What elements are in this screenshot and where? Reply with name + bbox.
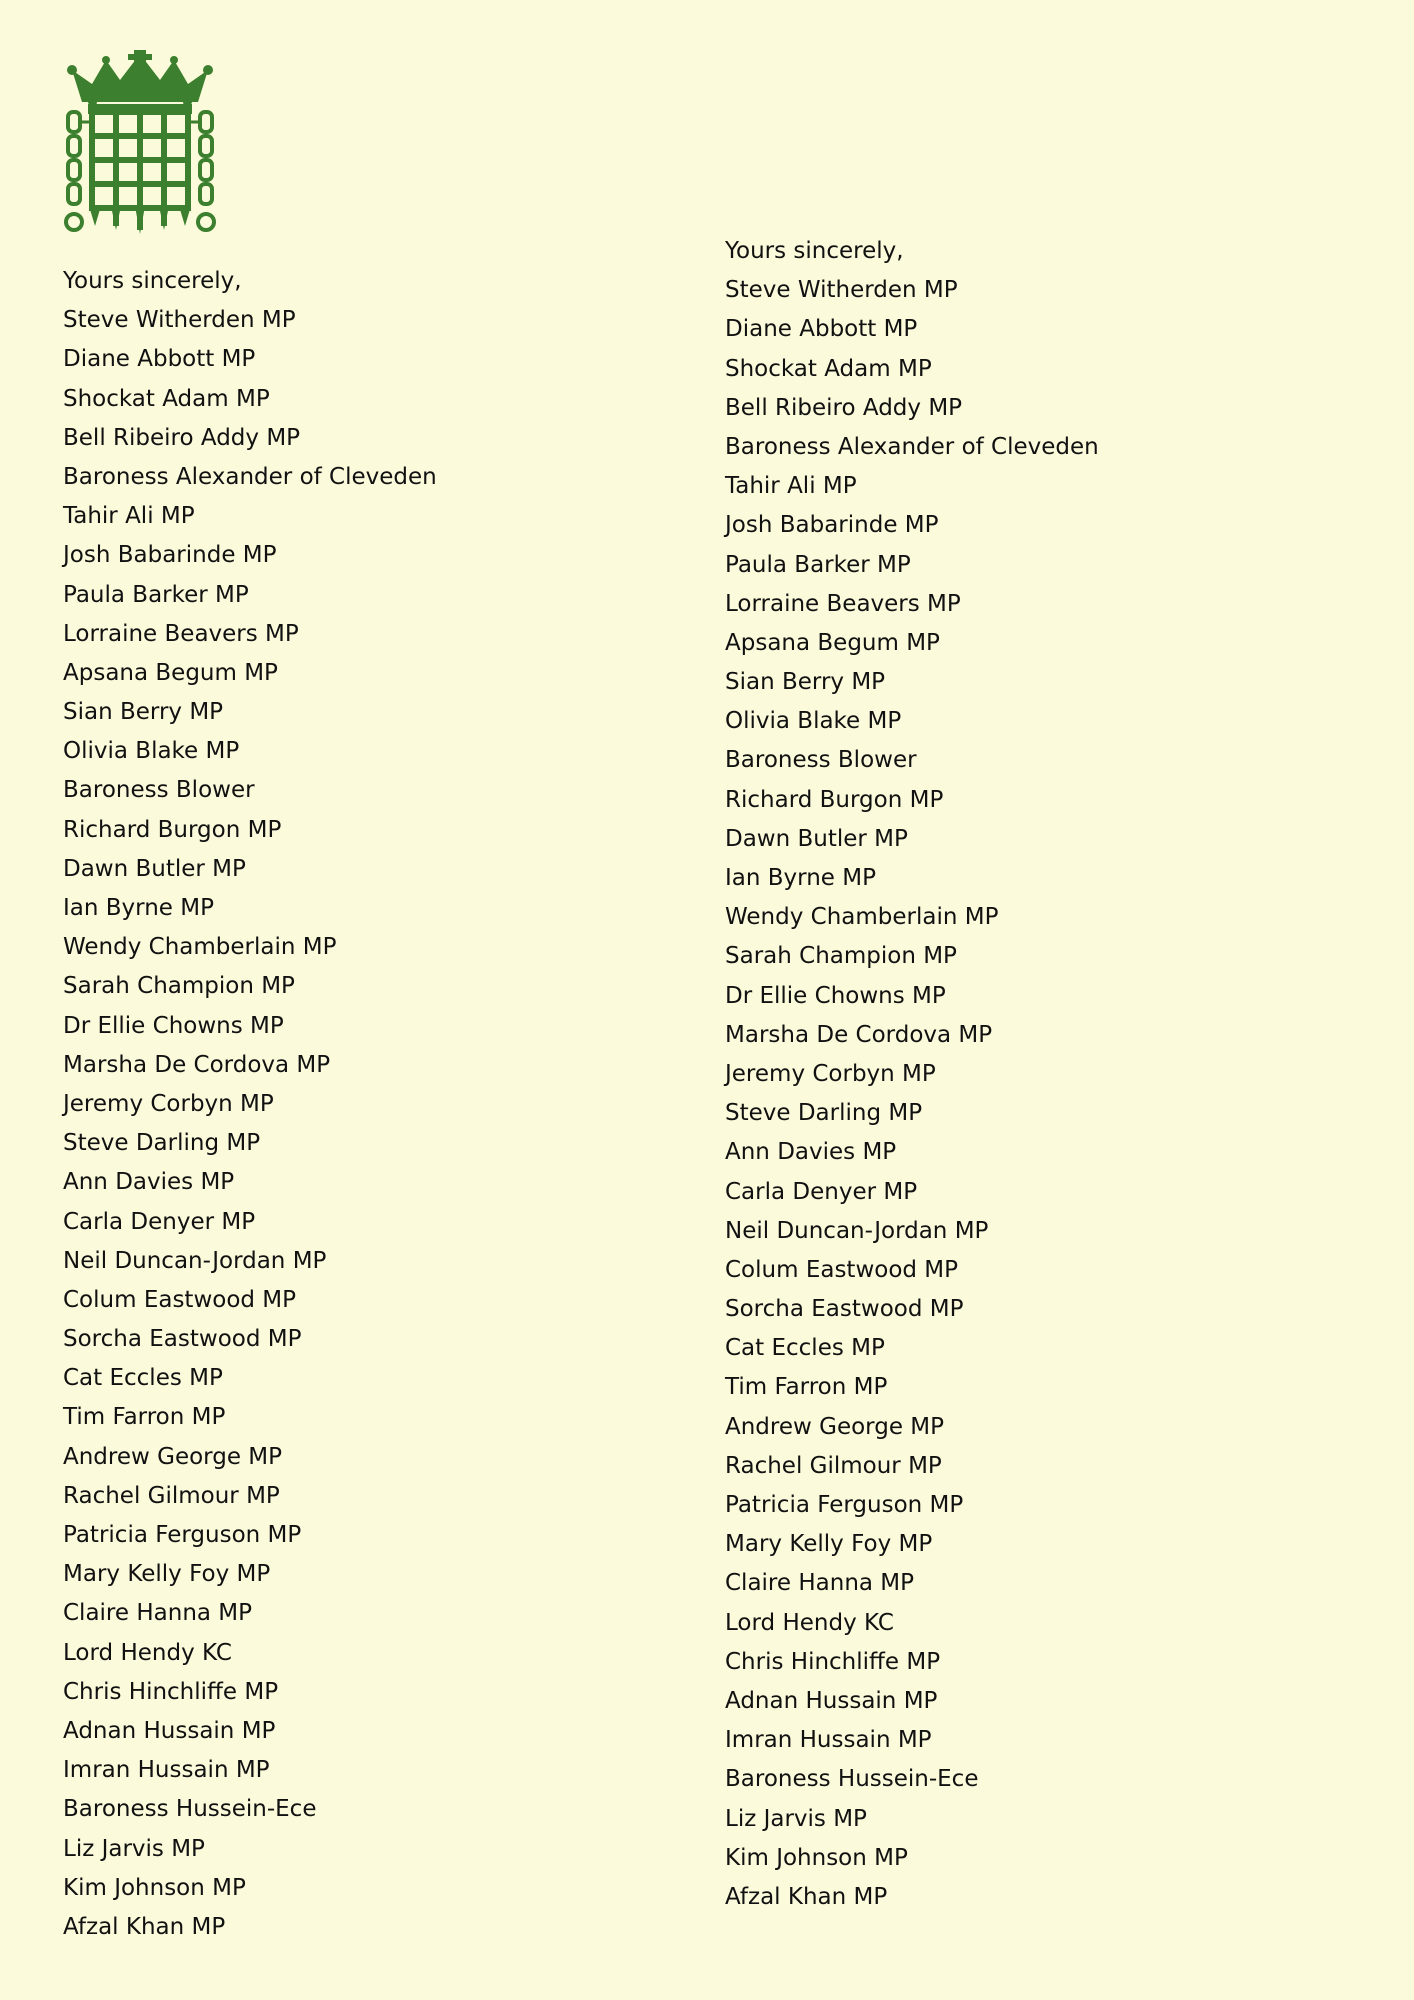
signatory-name: Lorraine Beavers MP [725, 590, 961, 617]
signatory-name: Liz Jarvis MP [725, 1805, 867, 1832]
signatory-name: Richard Burgon MP [725, 786, 944, 813]
sign-off: Yours sincerely, [63, 268, 242, 294]
signatory-name: Cat Eccles MP [63, 1365, 223, 1392]
signatory-name: Shockat Adam MP [725, 355, 932, 382]
signatory-name: Jeremy Corbyn MP [63, 1090, 274, 1117]
signatory-name: Andrew George MP [725, 1413, 945, 1440]
signatory-name: Ian Byrne MP [725, 865, 876, 891]
signatories-list-left [63, 262, 623, 1947]
signatory-name: Patricia Ferguson MP [63, 1522, 302, 1548]
signatory-name: Chris Hinchliffe MP [725, 1648, 941, 1675]
signatory-name: Steve Darling MP [63, 1130, 261, 1157]
signatory-name: Kim Johnson MP [63, 1874, 246, 1901]
signatory-name: Paula Barker MP [725, 551, 911, 578]
signatory-name: Baroness Alexander of Cleveden [725, 433, 1099, 460]
signatory-name: Baroness Blower [63, 777, 255, 804]
signatory-name: Wendy Chamberlain MP [63, 934, 337, 961]
signatory-name: Olivia Blake MP [63, 738, 240, 765]
signatory-name: Apsana Begum MP [63, 659, 278, 686]
signatory-name: Shockat Adam MP [63, 385, 270, 412]
signatory-name: Steve Witherden MP [725, 277, 958, 304]
signatory-name: Colum Eastwood MP [63, 1286, 297, 1313]
signatory-name: Cat Eccles MP [725, 1335, 885, 1362]
signatory-name: Patricia Ferguson MP [725, 1492, 964, 1518]
signatory-name: Tim Farron MP [725, 1374, 888, 1401]
signatory-name: Marsha De Cordova MP [725, 1021, 993, 1048]
signatory-name: Sorcha Eastwood MP [63, 1326, 302, 1353]
signatory-name: Dawn Butler MP [63, 855, 246, 882]
signatory-name: Afzal Khan MP [63, 1913, 226, 1940]
signatory-name: Bell Ribeiro Addy MP [725, 394, 963, 421]
signatory-name: Jeremy Corbyn MP [725, 1060, 936, 1087]
signatory-name: Apsana Begum MP [725, 629, 940, 656]
signatory-name: Bell Ribeiro Addy MP [63, 424, 301, 451]
signatory-name: Adnan Hussain MP [725, 1687, 938, 1714]
signatory-name: Imran Hussain MP [63, 1757, 270, 1784]
signatory-name: Mary Kelly Foy MP [63, 1561, 271, 1588]
signatory-name: Marsha De Cordova MP [63, 1051, 331, 1078]
signatory-name: Steve Witherden MP [63, 307, 296, 334]
signatory-name: Tahir Ali MP [63, 503, 195, 530]
signatory-name: Colum Eastwood MP [725, 1256, 959, 1283]
signatory-name: Baroness Alexander of Cleveden [63, 463, 437, 490]
signatory-name: Tahir Ali MP [725, 473, 857, 500]
signatory-name: Dawn Butler MP [725, 825, 908, 852]
signatory-name: Ann Davies MP [63, 1169, 235, 1196]
signatory-name: Sorcha Eastwood MP [725, 1296, 964, 1323]
signatory-name: Sarah Champion MP [725, 943, 957, 970]
signatory-name: Olivia Blake MP [725, 708, 902, 735]
signatory-name: Ann Davies MP [725, 1139, 897, 1166]
signatory-name: Paula Barker MP [63, 581, 249, 608]
signatory-name: Imran Hussain MP [725, 1727, 932, 1754]
signatory-name: Diane Abbott MP [725, 316, 918, 343]
signatory-name: Neil Duncan-Jordan MP [63, 1247, 327, 1274]
signatory-name: Mary Kelly Foy MP [725, 1531, 933, 1558]
signatory-name: Claire Hanna MP [63, 1600, 253, 1627]
signatory-name: Liz Jarvis MP [63, 1835, 205, 1862]
signatory-name: Kim Johnson MP [725, 1844, 908, 1871]
signatory-name: Lord Hendy KC [725, 1609, 894, 1636]
signatory-name: Dr Ellie Chowns MP [63, 1012, 284, 1039]
signatory-name: Josh Babarinde MP [63, 542, 277, 569]
signatory-name: Andrew George MP [63, 1443, 283, 1470]
signatory-name: Claire Hanna MP [725, 1570, 915, 1597]
signatory-name: Dr Ellie Chowns MP [725, 982, 946, 1009]
signatory-name: Chris Hinchliffe MP [63, 1678, 279, 1705]
signatory-name: Lorraine Beavers MP [63, 620, 299, 647]
portcullis-icon [62, 50, 218, 240]
signatory-name: Sian Berry MP [725, 669, 886, 696]
signatory-name: Carla Denyer MP [63, 1208, 256, 1235]
signatory-name: Rachel Gilmour MP [63, 1482, 280, 1509]
signatory-name: Steve Darling MP [725, 1100, 923, 1127]
signatory-name: Diane Abbott MP [63, 346, 256, 373]
signatory-name: Afzal Khan MP [725, 1883, 888, 1910]
signatory-name: Neil Duncan-Jordan MP [725, 1217, 989, 1244]
signatory-name: Tim Farron MP [63, 1404, 226, 1431]
signatory-name: Adnan Hussain MP [63, 1717, 276, 1744]
signatory-name: Richard Burgon MP [63, 816, 282, 843]
signatory-name: Lord Hendy KC [63, 1639, 232, 1666]
signatory-name: Sian Berry MP [63, 699, 224, 726]
sign-off: Yours sincerely, [725, 238, 904, 264]
signatory-name: Baroness Blower [725, 747, 917, 774]
signatory-name: Josh Babarinde MP [725, 512, 939, 539]
signatory-name: Ian Byrne MP [63, 895, 214, 921]
signatory-name: Baroness Hussein-Ece [63, 1796, 317, 1823]
signatory-name: Wendy Chamberlain MP [725, 904, 999, 931]
signatory-name: Baroness Hussein-Ece [725, 1766, 979, 1793]
signatories-list-right [725, 232, 1325, 1917]
signatory-name: Rachel Gilmour MP [725, 1452, 942, 1479]
signatory-name: Carla Denyer MP [725, 1178, 918, 1205]
signatory-name: Sarah Champion MP [63, 973, 295, 1000]
